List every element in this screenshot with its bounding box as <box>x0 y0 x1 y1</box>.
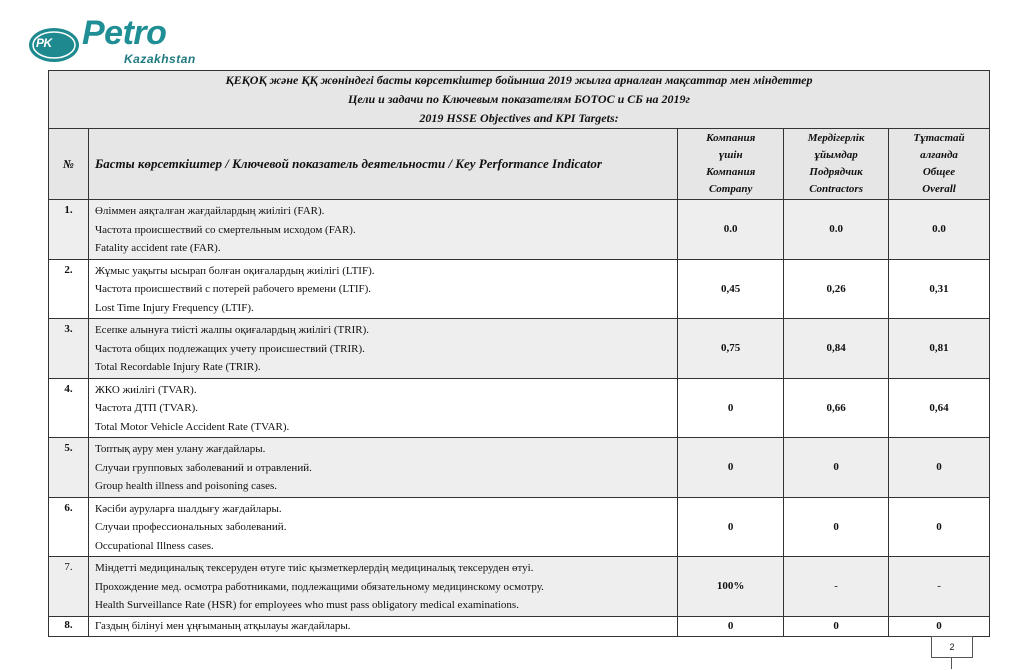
header-indicator: Басты көрсеткіштер / Ключевой показатель деятельности / Key Performance Indicator <box>88 129 677 200</box>
title-kazakh: ҚЕҚОҚ және ҚҚ жөніндегі басты көрсеткіштер бойынша 2019 жылға арналған мақсаттар мен міндеттер <box>225 73 813 87</box>
row-overall-value: 0 <box>889 616 990 636</box>
row-contractors-value: 0,84 <box>784 319 889 379</box>
row-company-value: 0,75 <box>678 319 784 379</box>
kpi-table <box>48 70 990 637</box>
row-indicator: Міндетті медициналық тексеруден өтуге тиіс қызметкерлердің медициналық тексеруден өтуі. Прохождение мед. осмотра работниками, подлежащими обязательному медицинскому осмотру. Health Surveillance Rate (HSR) for employees who must pass obligatory medical examinations. <box>88 557 677 617</box>
row-company-value: 0 <box>678 497 784 557</box>
row-number: 5. <box>49 438 89 498</box>
row-contractors-value: 0.0 <box>784 200 889 260</box>
table-row <box>49 200 990 260</box>
table-row <box>49 378 990 438</box>
table-row <box>49 259 990 319</box>
title-english: 2019 HSSE Objectives and KPI Targets: <box>419 111 619 125</box>
row-indicator: Есепке алынуға тиісті жалпы оқиғалардың жиілігі (TRIR). Частота общих подлежащих учету происшествий (TRIR). Total Recordable Injury Rate (TRIR). <box>88 319 677 379</box>
row-contractors-value: 0 <box>784 497 889 557</box>
row-indicator: Топтық ауру мен улану жағдайлары. Случаи групповых заболеваний и отравлений. Group health illness and poisoning cases. <box>88 438 677 498</box>
company-logo <box>28 14 228 66</box>
row-contractors-value: - <box>784 557 889 617</box>
row-number: 2. <box>49 259 89 319</box>
row-overall-value: 0,31 <box>889 259 990 319</box>
row-overall-value: 0,64 <box>889 378 990 438</box>
header-contractors: Мердігерлік ұйымдар Подрядчик Contractors <box>784 129 889 200</box>
row-contractors-value: 0 <box>784 616 889 636</box>
row-overall-value: 0.0 <box>889 200 990 260</box>
row-company-value: 0.0 <box>678 200 784 260</box>
row-company-value: 0 <box>678 616 784 636</box>
row-overall-value: 0,81 <box>889 319 990 379</box>
row-number: 3. <box>49 319 89 379</box>
row-number: 7. <box>49 557 89 617</box>
brand-subtitle: Kazakhstan <box>124 52 196 66</box>
row-indicator: Кәсіби ауруларға шалдығу жағдайлары. Случаи профессиональных заболеваний. Occupational Illness cases. <box>88 497 677 557</box>
table-row <box>49 557 990 617</box>
emblem-text: PK <box>36 36 52 50</box>
header-row <box>49 129 990 200</box>
row-indicator: Жұмыс уақыты ысырап болған оқиғалардың жиілігі (LTIF). Частота происшествий с потерей рабочего времени (LTIF). Lost Time Injury Frequency (LTIF). <box>88 259 677 319</box>
row-contractors-value: 0,26 <box>784 259 889 319</box>
table-row <box>49 319 990 379</box>
row-company-value: 0 <box>678 438 784 498</box>
row-overall-value: 0 <box>889 497 990 557</box>
header-number: № <box>49 129 89 200</box>
row-overall-value: - <box>889 557 990 617</box>
row-overall-value: 0 <box>889 438 990 498</box>
header-overall: Тұтастай алғанда Общее Overall <box>889 129 990 200</box>
row-number: 4. <box>49 378 89 438</box>
row-contractors-value: 0,66 <box>784 378 889 438</box>
header-company: Компания үшін Компания Company <box>678 129 784 200</box>
row-contractors-value: 0 <box>784 438 889 498</box>
row-indicator: Өліммен аяқталған жағдайлардың жиілігі (FAR). Частота происшествий со смертельным исходом (FAR). Fatality accident rate (FAR). <box>88 200 677 260</box>
table-row <box>49 616 990 636</box>
row-indicator: ЖКО жиілігі (TVAR). Частота ДТП (TVAR). Total Motor Vehicle Accident Rate (TVAR). <box>88 378 677 438</box>
brand-name: Petro <box>82 14 167 52</box>
page-number-tick <box>951 657 952 669</box>
row-company-value: 0,45 <box>678 259 784 319</box>
row-company-value: 0 <box>678 378 784 438</box>
table-title <box>49 71 990 129</box>
row-number: 6. <box>49 497 89 557</box>
row-number: 1. <box>49 200 89 260</box>
title-russian: Цели и задачи по Ключевым показателям БОТОС и СБ на 2019г <box>347 92 690 106</box>
table-row <box>49 497 990 557</box>
row-company-value: 100% <box>678 557 784 617</box>
page-number: 2 <box>931 636 973 658</box>
row-indicator: Газдың білінуі мен ұңғыманың атқылауы жағдайлары. <box>88 616 677 636</box>
table-title-row <box>49 71 990 129</box>
table-row <box>49 438 990 498</box>
row-number: 8. <box>49 616 89 636</box>
